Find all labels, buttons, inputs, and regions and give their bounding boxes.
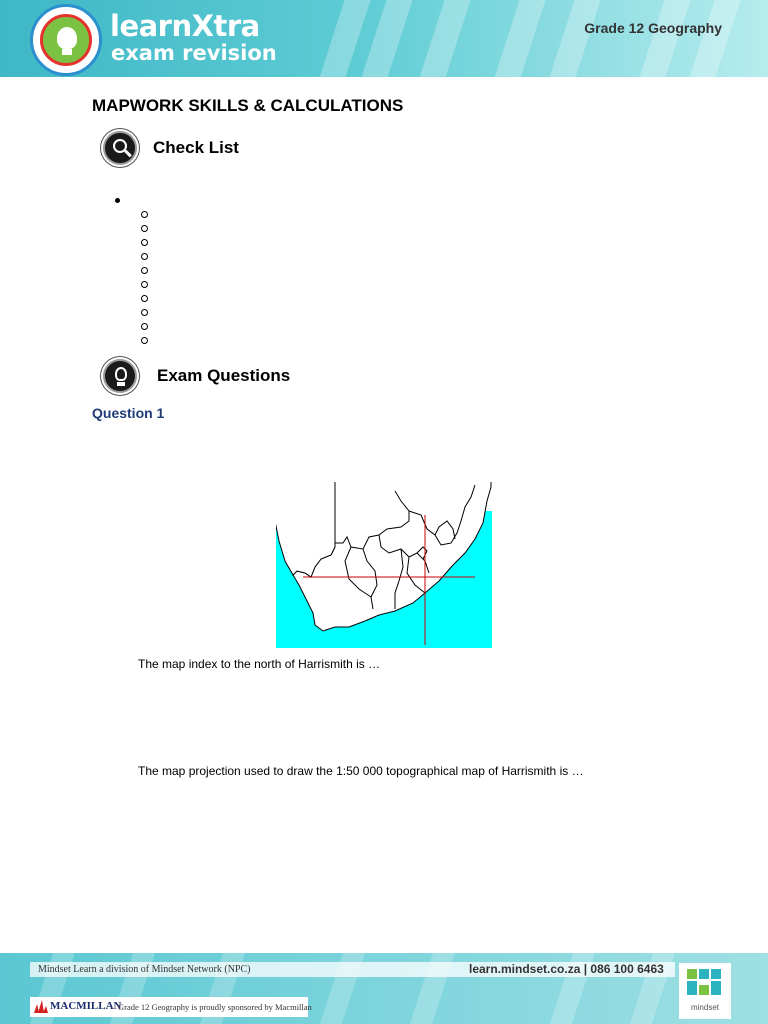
brand-name: learnXtra <box>110 9 260 43</box>
footer-banner <box>0 953 768 1024</box>
footer-organisation: Mindset Learn a division of Mindset Network (NPC) <box>38 964 251 975</box>
question-2-line: The map projection used to draw the 1:50 000 topographical map of Harrismith is … <box>138 764 584 778</box>
checklist-heading <box>103 131 239 165</box>
page-title: MAPWORK SKILLS & CALCULATIONS <box>92 96 404 115</box>
sub-bullet <box>141 267 148 274</box>
mindset-logo-icon <box>679 963 731 1003</box>
sub-bullet <box>141 295 148 302</box>
brand-tagline: exam revision <box>111 41 277 65</box>
checklist-sub-items <box>141 211 148 351</box>
bullet-point <box>115 198 120 203</box>
question-number: Question 1 <box>92 405 165 421</box>
sub-bullet <box>141 323 148 330</box>
checklist-label: Check List <box>153 138 239 157</box>
sub-bullet <box>141 253 148 260</box>
map-figure <box>275 481 493 649</box>
sponsor-note: Grade 12 Geography is proudly sponsored by Macmillan <box>118 1002 312 1012</box>
sub-bullet <box>141 309 148 316</box>
question-1-line: The map index to the north of Harrismith is … <box>138 657 381 671</box>
sponsor-brand: MACMILLAN <box>50 1000 122 1012</box>
mindset-label: mindset <box>690 1003 719 1012</box>
macmillan-logo-icon <box>34 1000 48 1013</box>
south-africa-map <box>275 481 493 649</box>
exam-questions-label: Exam Questions <box>157 366 291 385</box>
sub-bullet <box>141 225 148 232</box>
sub-bullet <box>141 281 148 288</box>
magnifier-icon <box>103 131 137 165</box>
exam-questions-heading <box>103 359 290 393</box>
mindset-logo <box>679 963 731 1019</box>
lightbulb-icon <box>103 359 137 393</box>
footer-contact: learn.mindset.co.za | 086 100 6463 <box>469 962 664 976</box>
sub-bullet <box>141 337 148 344</box>
sub-bullet <box>141 239 148 246</box>
header-banner <box>0 0 768 77</box>
subject-label: Grade 12 Geography <box>584 20 722 36</box>
learnxtra-logo <box>30 4 102 76</box>
sub-bullet <box>141 211 148 218</box>
